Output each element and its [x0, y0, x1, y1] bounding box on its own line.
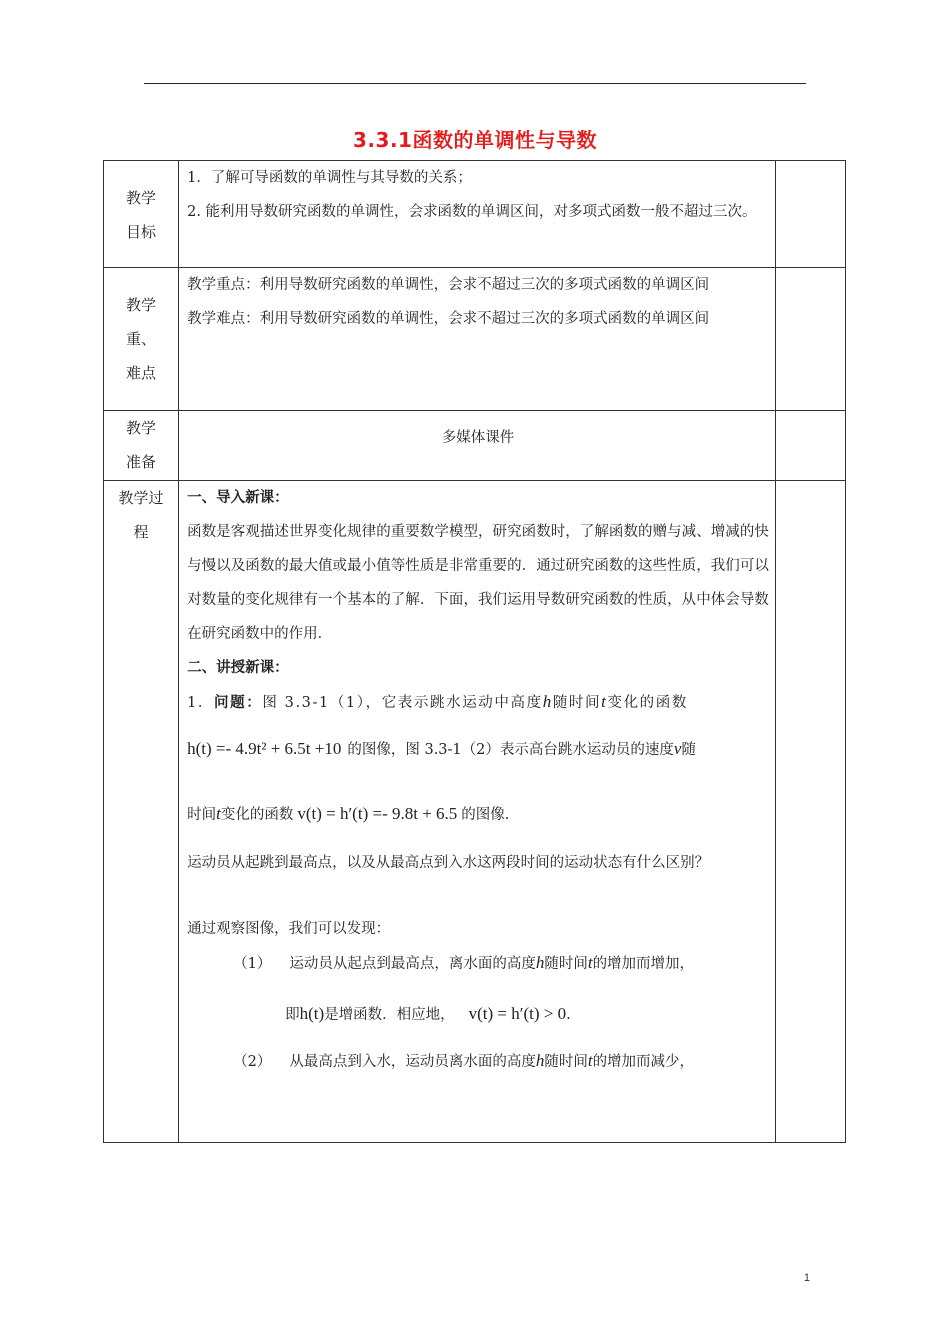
process-row	[104, 481, 846, 1143]
intro-paragraph: 函数是客观描述世界变化规律的重要数学模型，研究函数时，了解函数的赠与减、增减的快与慢以及函数的最大值或最小值等性质是非常重要的．通过研究函数的这些性质，我们可以对数量的变化规律有一个基本的了解．下面，我们运用导数研究函数的性质，从中体会导数在研究函数中的作用．	[187, 524, 769, 642]
objectives-extra-cell	[775, 161, 845, 268]
preparation-extra-cell	[775, 411, 845, 481]
formula-h: h(t) =- 4.9t² + 6.5t +10	[187, 739, 342, 758]
question-text-h: 的图像.	[461, 807, 510, 823]
process-content-cell	[179, 481, 776, 1143]
item-2-var-t: t	[587, 1051, 593, 1070]
objective-1: 1．了解可导函数的单调性与其导数的关系；	[187, 170, 472, 186]
preparation-row	[104, 411, 846, 481]
preparation-label-line-1: 教学	[126, 419, 157, 437]
key-points-label-line-2: 重、	[126, 330, 157, 348]
process-extra-cell	[775, 481, 845, 1143]
item-1-var-h: h	[535, 953, 545, 972]
item-2-var-h: h	[535, 1051, 545, 1070]
preparation-text: 多媒体课件	[441, 430, 515, 446]
item-1-text-b: 随时间	[544, 956, 588, 972]
item-1-var-t: t	[587, 953, 593, 972]
question-text-e: 随	[681, 742, 696, 758]
observation-item-2	[187, 1044, 769, 1079]
item-2-text-c: 的增加而减少，	[592, 1054, 695, 1070]
var-t-2: t	[216, 804, 221, 823]
observation-item-1	[187, 946, 769, 981]
section-2-heading: 二、讲授新课：	[187, 660, 289, 676]
question-line-2	[187, 732, 769, 767]
question-text-g: 变化的函数	[220, 807, 294, 823]
item-1-func: h(t)	[299, 1004, 325, 1023]
item-1-number: （1）	[233, 956, 272, 972]
objectives-row	[104, 161, 846, 268]
objectives-label-line-1: 教学	[126, 189, 157, 207]
key-points-label-line-1: 教学	[126, 296, 157, 314]
item-2-text-b: 随时间	[544, 1054, 588, 1070]
page-number: 1	[803, 1272, 810, 1284]
formula-v: v(t) = h′(t) =- 9.8t + 6.5	[297, 804, 458, 823]
process-label-cell	[104, 481, 179, 1143]
preparation-label-cell	[104, 411, 179, 481]
item-1-inequality: v(t) = h′(t) > 0	[468, 1004, 567, 1023]
item-2-text-a: 从最高点到入水，运动员离水面的高度	[289, 1054, 536, 1070]
teaching-difficulty: 教学难点：利用导数研究函数的单调性，会求不超过三次的多项式函数的单调区间	[187, 311, 710, 327]
question-number: 1．	[187, 695, 215, 711]
teaching-focus: 教学重点：利用导数研究函数的单调性，会求不超过三次的多项式函数的单调区间	[187, 277, 710, 293]
var-t: t	[601, 692, 608, 711]
item-1-line-2-a: 即	[285, 1007, 300, 1023]
item-2-number: （2）	[233, 1054, 272, 1070]
observation-item-1-line-2	[187, 997, 769, 1032]
objectives-label-line-2: 目标	[126, 223, 157, 241]
question-text-c: 变化的函数	[607, 695, 688, 711]
var-h: h	[542, 692, 553, 711]
process-label-line-1: 教学过	[118, 489, 164, 507]
item-1-text-a: 运动员从起点到最高点，离水面的高度	[289, 956, 536, 972]
objective-2: 2. 能利用导数研究函数的单调性，会求函数的单调区间，对多项式函数一般不超过三次。	[187, 204, 757, 220]
objectives-content-cell	[179, 161, 776, 268]
question-line-3	[187, 797, 769, 832]
key-points-row	[104, 268, 846, 411]
question-label: 问题：	[214, 695, 263, 711]
item-1-line-2-b: 是增函数．相应地，	[324, 1007, 455, 1023]
question-text-d: 的图像，图 3.3-1（2）表示高台跳水运动员的速度	[347, 742, 674, 758]
key-points-extra-cell	[775, 268, 845, 411]
item-1-text-c: 的增加而增加，	[592, 956, 695, 972]
header-rule	[144, 83, 806, 84]
key-points-content-cell	[179, 268, 776, 411]
observation-intro: 通过观察图像，我们可以发现：	[187, 921, 391, 937]
item-1-end: .	[566, 1007, 571, 1023]
process-label-line-2: 程	[133, 523, 149, 541]
question-line-1	[187, 685, 769, 720]
question-text-f: 时间	[187, 807, 217, 823]
key-points-label-line-3: 难点	[126, 364, 157, 382]
lesson-plan-table	[103, 160, 846, 1143]
page-title: 3.3.1函数的单调性与导数	[353, 128, 597, 152]
section-1-heading: 一、导入新课：	[187, 490, 289, 506]
var-v: v	[673, 739, 682, 758]
question-text-b: 随时间	[552, 695, 602, 711]
key-points-label-cell	[104, 268, 179, 411]
preparation-label-line-2: 准备	[126, 453, 157, 471]
question-prompt: 运动员从起跳到最高点，以及从最高点到入水这两段时间的运动状态有什么区别？	[187, 855, 710, 871]
question-text-a: 图 3.3-1（1），它表示跳水运动中高度	[262, 695, 543, 711]
objectives-label-cell	[104, 161, 179, 268]
preparation-content-cell	[179, 411, 776, 481]
